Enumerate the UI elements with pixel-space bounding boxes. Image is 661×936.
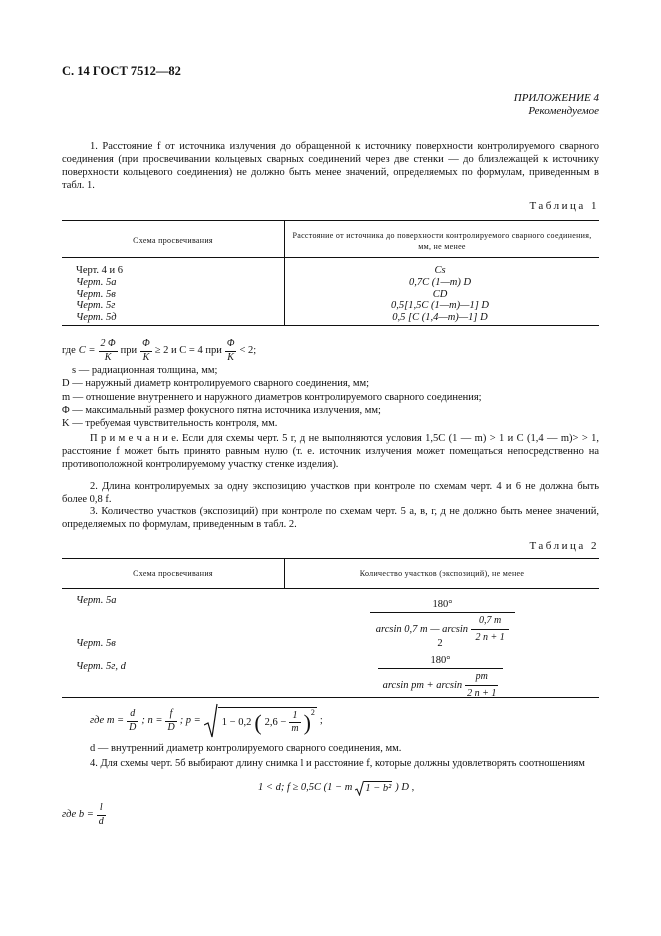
definition-item: m — отношение внутреннего и наружного диаметров контролируемого сварного соединения; — [62, 391, 482, 403]
formula-c — [62, 338, 256, 364]
fraction — [289, 710, 300, 736]
table1-formulas — [340, 265, 540, 324]
table1-column-divider — [284, 220, 285, 325]
formula-text: ) D , — [395, 782, 415, 794]
square-root — [355, 780, 392, 796]
table2-top-rule — [62, 558, 599, 559]
radical-sign-icon — [355, 780, 364, 796]
table2-header-scheme: Схема просвечивания — [133, 569, 213, 578]
fraction — [140, 338, 152, 364]
formula-text: где b = — [62, 809, 94, 821]
definitions-list — [62, 364, 599, 431]
definition-item: K — требуемая чувствительность контроля, мм. — [62, 418, 278, 430]
table-cell: 0,5[1,5C (1—m)—1] D — [390, 300, 489, 312]
square-root — [204, 703, 317, 739]
fraction-denominator: m — [291, 723, 299, 734]
formula-text: 2,6 − — [264, 716, 287, 728]
fraction — [471, 615, 509, 644]
table1-schemes — [76, 265, 123, 324]
formula-text: ; n = — [141, 715, 163, 727]
table2-row1-scheme: Черт. 5а — [76, 595, 117, 606]
formula-text: ≥ 2 и C = 4 при — [154, 345, 222, 357]
fraction — [165, 708, 176, 734]
radicand — [218, 707, 317, 736]
formula-text: 1 < d; f ≥ 0,5C (1 − m — [258, 782, 353, 794]
radicand: 1 − b² — [365, 782, 392, 794]
fraction-denominator: K — [142, 351, 150, 363]
appendix-heading — [514, 92, 599, 118]
table-cell: Cs — [434, 265, 446, 276]
fraction-numerator: f — [165, 708, 176, 722]
table2-bottom-rule — [62, 697, 599, 698]
fraction-numerator: 180° — [370, 598, 515, 613]
table1-top-rule — [62, 220, 599, 221]
formula-paren: ( — [254, 709, 262, 735]
formula-mnp — [90, 703, 323, 739]
table2-row2-scheme: Черт. 5в — [76, 638, 116, 649]
fraction-numerator: 1 — [289, 710, 300, 724]
appendix-subtitle: Рекомендуемое — [528, 105, 599, 118]
fraction-numerator: 180° — [378, 654, 503, 669]
fraction-denominator: K — [104, 351, 112, 363]
fraction — [378, 654, 503, 700]
fraction-numerator: Φ — [225, 338, 237, 352]
fraction-denominator — [378, 669, 503, 700]
table-row: Черт. 5д — [76, 312, 117, 323]
table1-header-rule — [62, 257, 599, 258]
table2-caption: Таблица 2 — [529, 540, 599, 552]
formula-text: где m = — [90, 715, 125, 727]
paragraph-1: 1. Расстояние f от источника излучения до обращенной к источнику поверхности контролируемого сварного соединения (при просвечивании кольцевых сварных соединений через две стенки — до близлежащей к источнику поверхности кольцевого соединения) не должно быть менее значений, определяемых по формулам, приведенным в табл. 1. — [62, 141, 599, 192]
formula-b — [62, 802, 106, 828]
fraction-numerator: 0,7 m — [471, 615, 509, 630]
definition-d: d — внутренний диаметр контролируемого сварного соединения, мм. — [90, 743, 402, 754]
table-cell: CD — [432, 288, 448, 300]
page-header: С. 14 ГОСТ 7512—82 — [62, 64, 181, 78]
fraction-numerator: l — [97, 802, 106, 816]
fraction-denominator: 2 n + 1 — [467, 687, 497, 699]
definition-item: s — радиационная толщина, мм; — [72, 365, 218, 376]
table-row: Черт. 5г — [76, 300, 116, 312]
formula-text: при — [120, 345, 138, 357]
fraction-denominator: 2 n + 1 — [475, 631, 505, 643]
formula-paren: ) — [303, 709, 311, 735]
table1-caption: Таблица 1 — [529, 200, 599, 212]
fraction-denominator: D — [167, 721, 175, 733]
fraction — [99, 338, 118, 364]
table-row: Черт. 5а — [76, 276, 117, 288]
table2-row2-value: 2 — [437, 638, 443, 649]
appendix-title: ПРИЛОЖЕНИЕ 4 — [513, 92, 599, 104]
fraction — [465, 671, 498, 700]
paragraph-2: 2. Длина контролируемых за одну экспозицию участков при контроле по схемам черт. 4 и 6 не должна быть более 0,8 f. — [62, 481, 599, 506]
fraction-denominator: K — [227, 351, 234, 363]
formula-text: ; — [319, 715, 323, 727]
formula-text: ; p = — [179, 715, 201, 727]
fraction-denominator: D — [129, 721, 137, 733]
table-cell: 0,7C (1—m) D — [408, 276, 472, 288]
fraction-numerator: 2 Φ — [99, 338, 118, 352]
table-cell: 0,5 [C (1,4—m)—1] D — [392, 312, 488, 323]
formula-4 — [258, 780, 414, 796]
table2-row3-formula — [378, 654, 503, 700]
table1-bottom-rule — [62, 325, 599, 326]
definition-item: Φ — максимальный размер фокусного пятна источника излучения, мм; — [62, 404, 381, 416]
formula-text: < 2; — [239, 345, 257, 357]
table1-header-distance: Расстояние от источника до поверхности контролируемого сварного соединения, мм, не менее — [292, 231, 592, 252]
table2-header-count: Количество участков (экспозиций), не менее — [359, 569, 525, 578]
fraction-denominator: d — [98, 815, 104, 827]
table-row: Черт. 4 и 6 — [76, 265, 124, 276]
formula-text: arcsin pm + arcsin — [382, 680, 463, 692]
definition-item: D — наружный диаметр контролируемого сварного соединения, мм; — [62, 378, 370, 390]
formula-prefix: где — [62, 345, 76, 357]
table2-header-rule — [62, 588, 599, 589]
radical-sign-icon — [204, 703, 218, 739]
table1-header-scheme: Схема просвечивания — [133, 236, 213, 245]
paragraph-4: 4. Для схемы черт. 5б выбирают длину снимка l и расстояние f, которые должны удовлетворять соотношениям — [90, 758, 585, 769]
table2-column-divider — [284, 558, 285, 588]
table2-row3-scheme: Черт. 5г, d — [76, 661, 126, 672]
fraction — [97, 802, 106, 828]
formula-exponent: 2 — [310, 707, 315, 717]
paragraph-3: 3. Количество участков (экспозиций) при контроле по схемам черт. 5 а, в, г, д не должно быть менее значений, определяемых по формулам, приведенным в табл. 2. — [62, 506, 599, 531]
fraction-numerator: Φ — [140, 338, 152, 352]
formula-text: arcsin 0,7 m — arcsin — [375, 624, 469, 636]
fraction-numerator: d — [127, 708, 138, 722]
table-row: Черт. 5в — [76, 288, 116, 300]
note-paragraph: П р и м е ч а н и е. Если для схемы черт. 5 г, д не выполняются условия 1,5C (1 — m) > 1 и C (1,4 — m)> > 1, расстояние f может быть принято равным нулю (т. е. источник излучения может помещаться непосредственно на противоположной контролируемому участку стенке изделия). — [62, 433, 599, 471]
fraction — [127, 708, 138, 734]
formula-text: 1 − 0,2 — [221, 716, 252, 728]
fraction — [225, 338, 237, 364]
formula-c-eq: C = — [78, 345, 96, 357]
fraction-numerator: pm — [465, 671, 498, 686]
